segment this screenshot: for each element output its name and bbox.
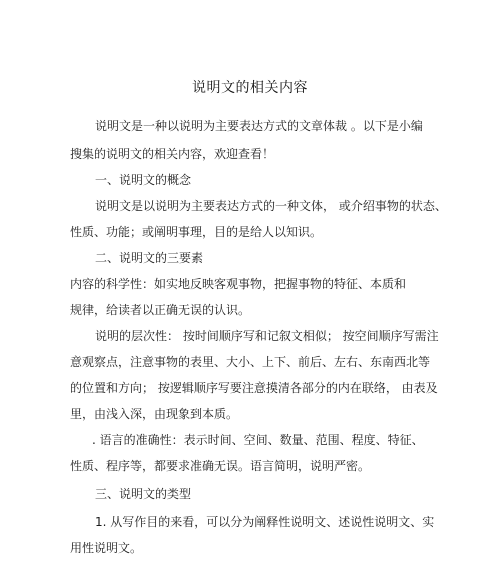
paragraph-line: 说明文是一种以说明为主要表达方式的文章体裁 。以下是小编 xyxy=(95,119,423,133)
paragraph-line: 的位置和方向； 按逻辑顺序写要注意摸清各部分的内在联络， 由表及 xyxy=(70,381,438,395)
paragraph-line: 说明的层次性： 按时间顺序写和记叙文相似； 按空间顺序写需注 xyxy=(95,329,439,343)
paragraph-line: 意观察点，注意事物的表里、大小、上下、前后、左右、东南西北等 xyxy=(70,355,431,369)
section-heading: 三、说明文的类型 xyxy=(95,487,192,501)
paragraph-line: 搜集的说明文的相关内容，欢迎查看！ xyxy=(70,147,275,161)
page-title: 说明文的相关内容 xyxy=(192,80,308,96)
paragraph-line: 性质、功能；或阐明事理，目的是给人以知识。 xyxy=(70,225,323,239)
paragraph-line: 规律，给读者以正确无误的认识。 xyxy=(70,303,251,317)
paragraph-line: . 语言的准确性：表示时间、空间、数量、范围、程度、特征、 xyxy=(92,433,424,447)
paragraph-line: 1. 从写作目的来看，可以分为阐释性说明文、述说性说明文、实 xyxy=(95,515,435,529)
paragraph-line: 性质、程序等，都要求准确无误。语言简明，说明严密。 xyxy=(70,459,371,473)
section-heading: 二、说明文的三要素 xyxy=(95,251,204,265)
paragraph-line: 用性说明文。 xyxy=(70,541,143,555)
paragraph-line: 内容的科学性：如实地反映客观事物，把握事物的特征、本质和 xyxy=(70,277,407,291)
paragraph-line: 里，由浅入深，由现象到本质。 xyxy=(70,407,239,421)
paragraph-line: 说明文是以说明为主要表达方式的一种文体， 或介绍事物的状态、 xyxy=(95,199,447,213)
section-heading: 一、说明文的概念 xyxy=(95,173,192,187)
